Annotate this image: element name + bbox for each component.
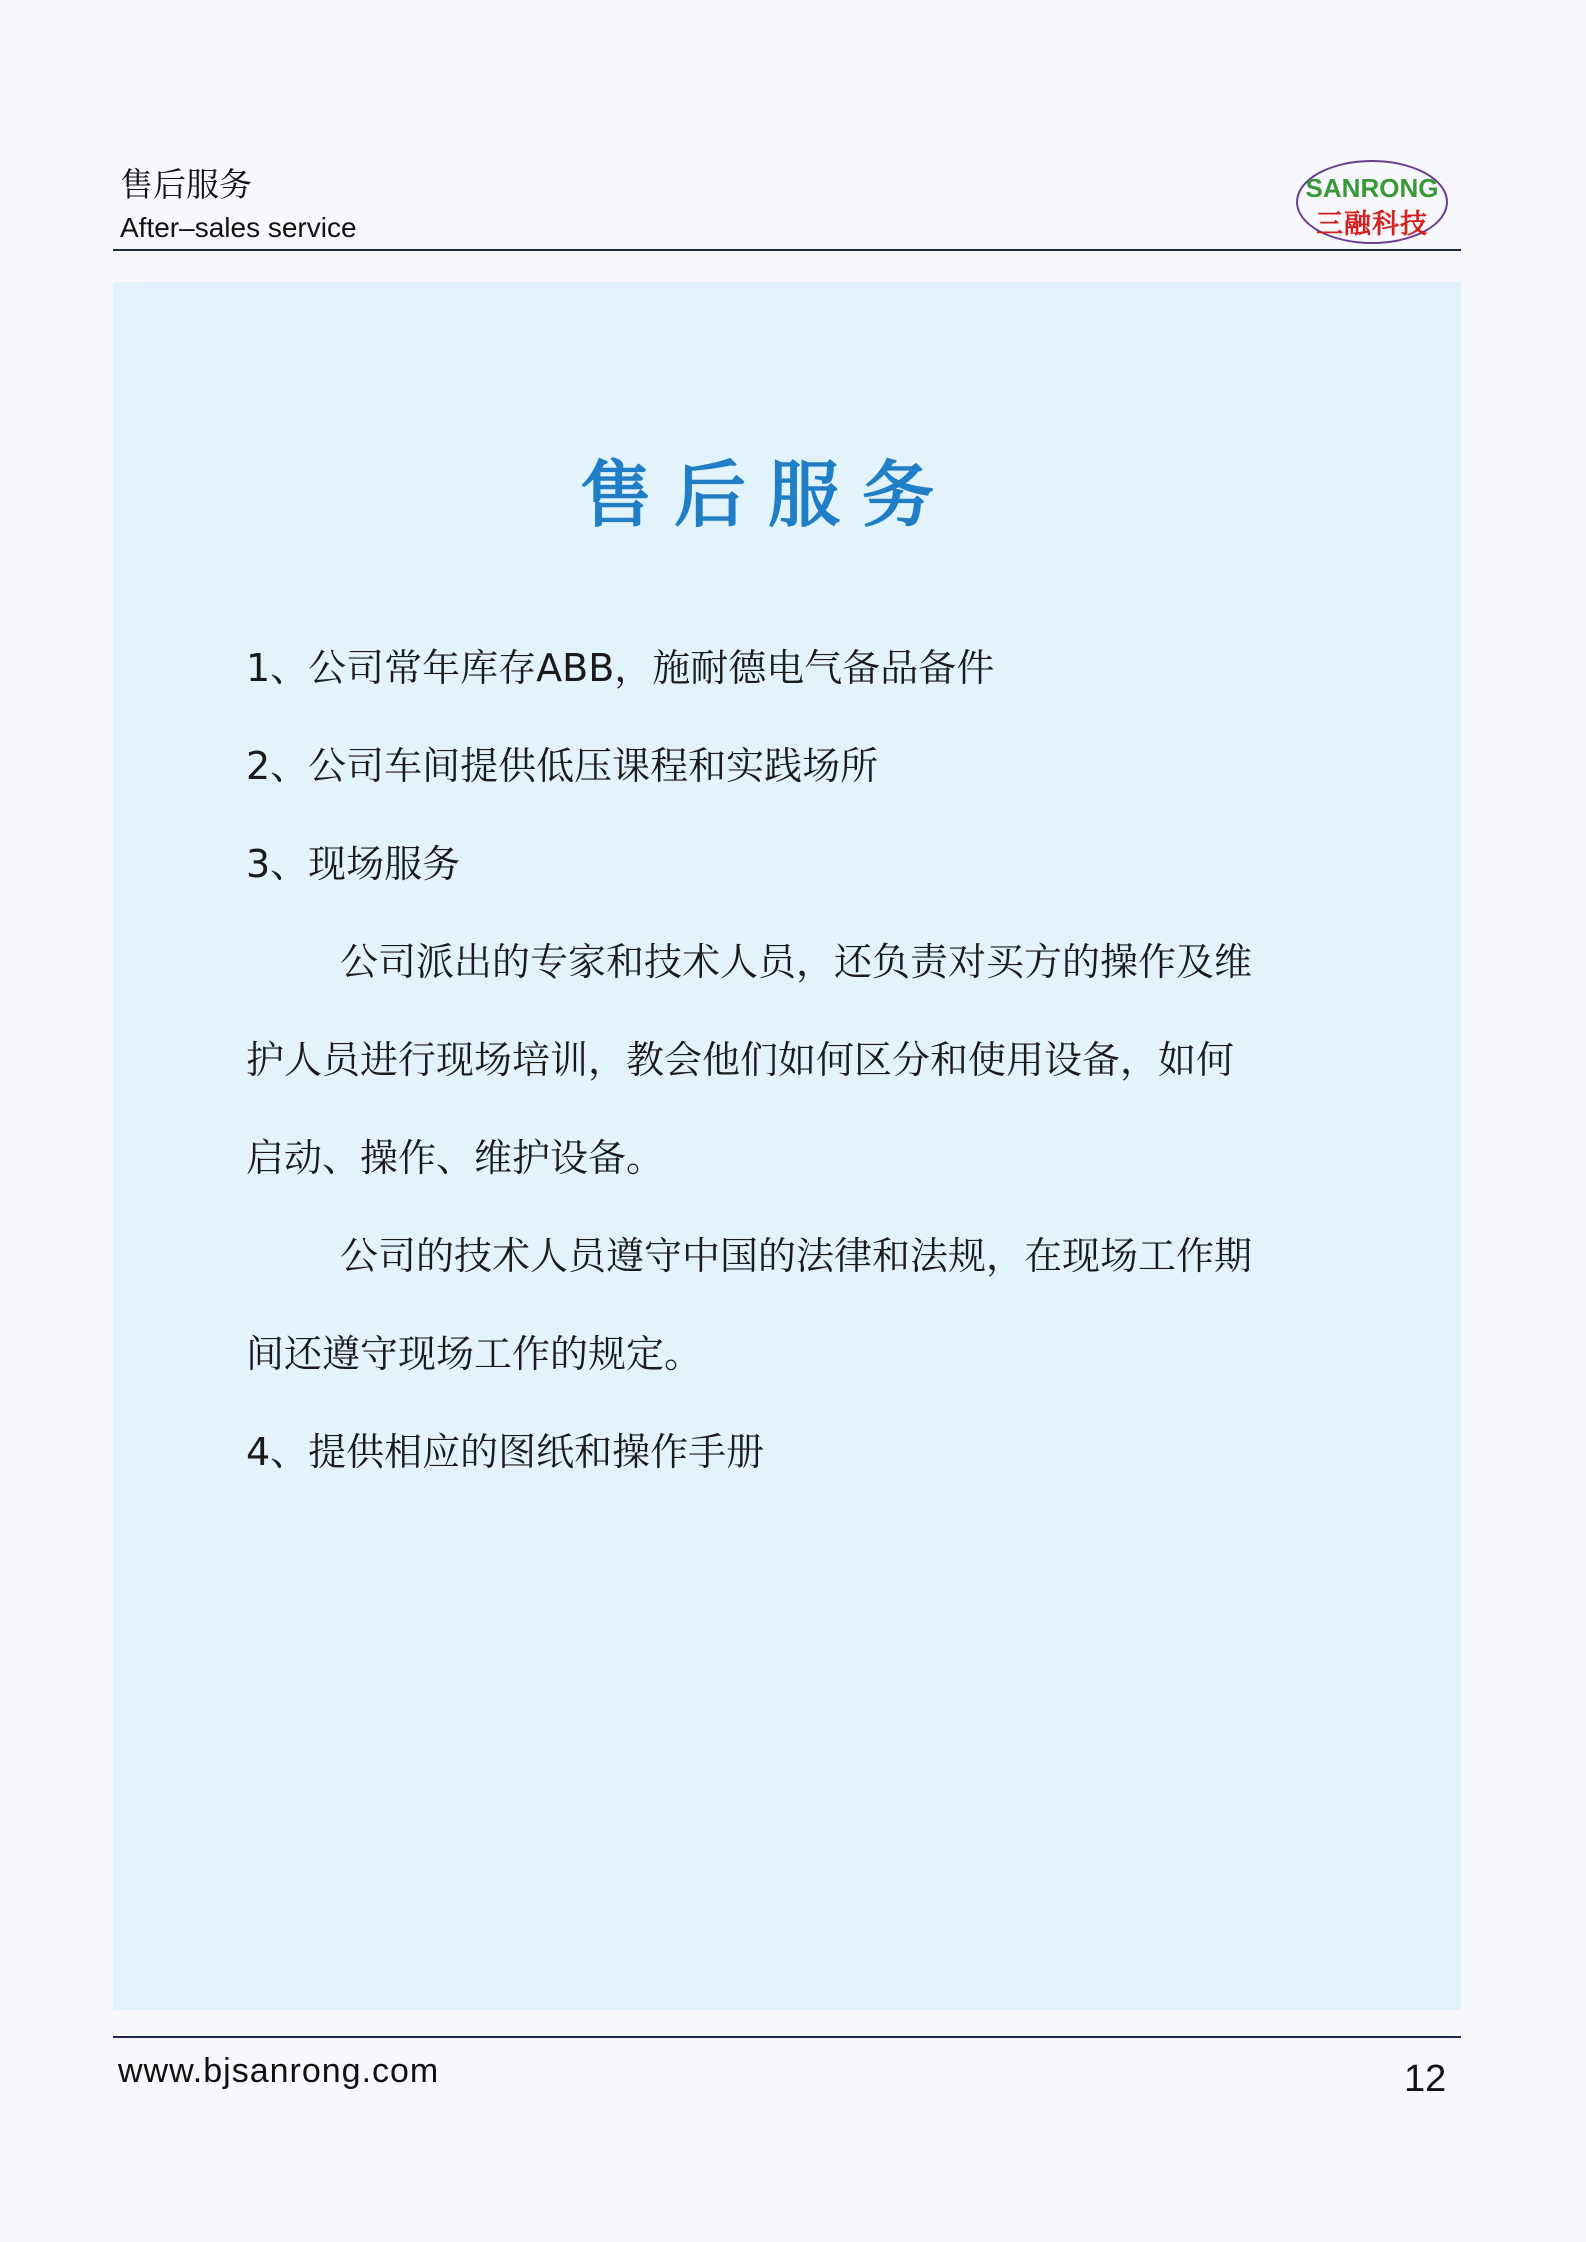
service-item-4: 4、提供相应的图纸和操作手册 xyxy=(246,1430,765,1474)
paragraph-line: 护人员进行现场培训，教会他们如何区分和使用设备，如何 xyxy=(246,1038,1235,1082)
logo-english-text: SANRONG xyxy=(1305,173,1439,203)
paragraph-line: 公司的技术人员遵守中国的法律和法规，在现场工作期 xyxy=(340,1234,1253,1278)
page-number: 12 xyxy=(1404,2058,1447,2100)
service-item-1: 1、公司常年库存ABB，施耐德电气备品备件 xyxy=(246,646,995,690)
paragraph-line: 启动、操作、维护设备。 xyxy=(246,1136,665,1180)
page-title: 售后服务 xyxy=(579,453,956,537)
paragraph-line: 公司派出的专家和技术人员，还负责对买方的操作及维 xyxy=(340,940,1253,984)
footer-url: www.bjsanrong.com xyxy=(118,2052,440,2090)
header-subtitle: After–sales service xyxy=(120,212,357,243)
service-item-2: 2、公司车间提供低压课程和实践场所 xyxy=(246,744,879,788)
header-title: 售后服务 xyxy=(120,165,252,204)
sanrong-logo xyxy=(1296,160,1448,244)
service-item-3: 3、现场服务 xyxy=(246,842,461,886)
footer-divider xyxy=(113,2036,1461,2038)
header-divider xyxy=(113,249,1461,251)
logo-chinese-text: 三融科技 xyxy=(1316,209,1428,240)
paragraph-line: 间还遵守现场工作的规定。 xyxy=(246,1332,703,1376)
